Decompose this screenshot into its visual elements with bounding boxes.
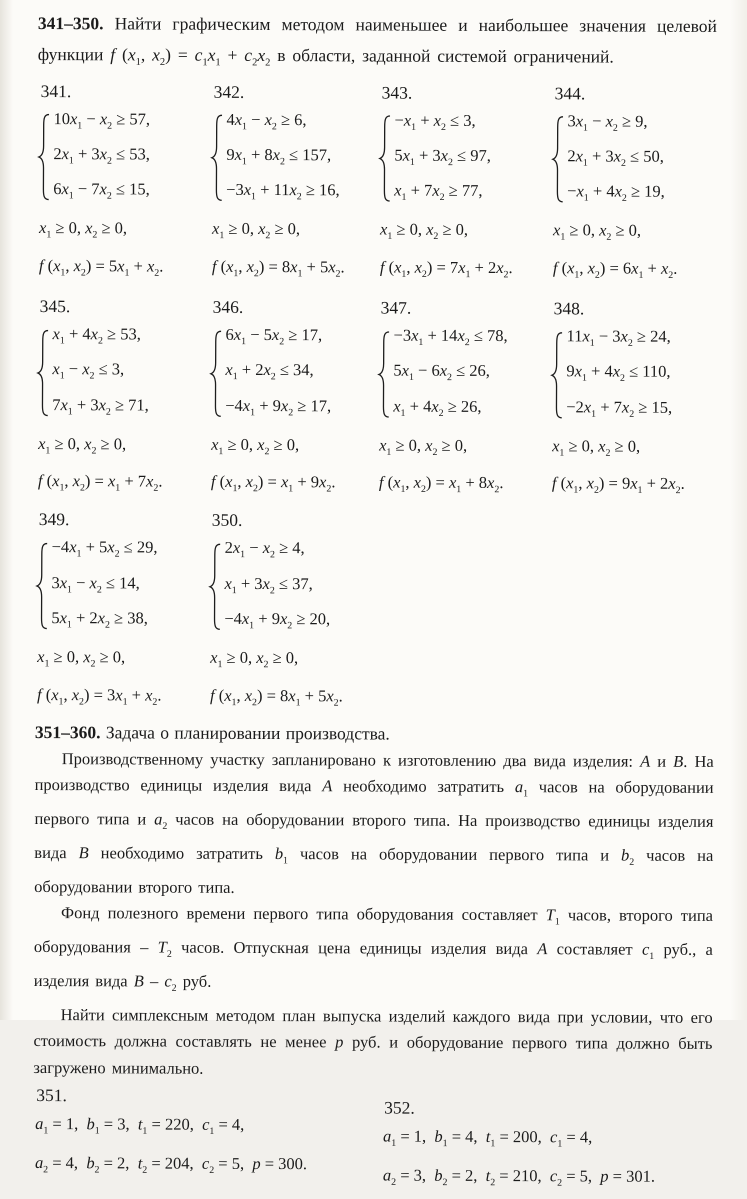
nonnegativity-constraint: $x_1 \ge 0$, $x_2 \ge 0$, — [552, 436, 641, 459]
constraint-2: $9x_1 + 4x_2 \le 110$, — [566, 361, 671, 385]
constraint-list — [566, 322, 672, 428]
problem-number: 342. — [213, 81, 245, 102]
constraint-2: $2x_1 + 3x_2 \le 50$, — [567, 146, 664, 169]
objective-function: f ($x_1$, $x_2) = 8x_1 + 5x_2$. — [211, 256, 345, 280]
problem-341 — [37, 77, 211, 287]
constraint-system — [377, 321, 550, 428]
constraint-1: $-3x_1 + 14x_2 \le 78$, — [393, 325, 508, 349]
objective-function: f ($x_1$, $x_2) = 8x_1 + 5x_2$. — [209, 685, 343, 709]
constraint-3: $-3x_1 + 11x_2 \ge 16$, — [226, 179, 340, 203]
param-line-2: $a_2 = 4$, $b_2 = 2$, $t_2 = 204$, $c_2 = 5$, p = 300. — [34, 1152, 308, 1176]
problems-341-350-intro — [38, 8, 717, 80]
nonnegativity-constraint: $x_1 \ge 0$, $x_2 \ge 0$, — [379, 219, 469, 243]
section-title: Задача о планировании производства. — [105, 722, 390, 744]
objective-function: f ($x_1$, $x_2) = 7x_1 + 2x_2$. — [379, 257, 513, 281]
constraint-system — [37, 104, 210, 211]
paragraph-time-fund: Фонд полезного времени первого типа оборудования составляет $T_1$ часов, второго типа оборудования – $T_2$ часов. Отпускная цена единицы изделия вида A составляет $c_1$ руб., а изделия вида B – $c_2$ руб. — [33, 903, 714, 994]
objective-function: f ($x_1$, $x_2) = 5x_1 + x_2$. — [38, 255, 164, 279]
problem-342 — [210, 78, 379, 288]
problem-number: 351. — [36, 1085, 67, 1106]
nonnegativity-constraint: $x_1 \ge 0$, $x_2 \ge 0$, — [211, 219, 301, 242]
constraint-1: $-4x_1 + 5x_2 \le 29$, — [51, 537, 158, 561]
intro-inline-math: f ($x_1$, $x_2) = c_1x_1 + c_2x_2$ — [110, 44, 271, 69]
param-line-1: $a_1 = 1$, $b_1 = 3$, $t_1 = 220$, $c_1 = 4$, — [35, 1114, 245, 1138]
constraint-system — [210, 105, 378, 212]
constraint-2: $9x_1 + 8x_2 \le 157$, — [226, 144, 332, 168]
constraint-system — [209, 321, 377, 428]
brace-icon — [37, 113, 50, 201]
brace-icon — [551, 116, 564, 204]
problems-row-3 — [35, 506, 715, 718]
objective-function: f ($x_1$, $x_2) = x_1 + 9x_2$. — [210, 471, 336, 495]
intro-text-after: в области, заданной системой ограничений. — [277, 45, 614, 67]
problem-345 — [36, 293, 210, 503]
nonnegativity-constraint: $x_1 \ge 0$, $x_2 \ge 0$, — [552, 220, 642, 244]
problem-number: 350. — [211, 510, 243, 531]
brace-icon — [377, 330, 390, 418]
constraint-1: $3x_1 - x_2 \ge 9$, — [567, 110, 648, 134]
constraint-3: $6x_1 - 7x_2 \le 15$, — [53, 179, 150, 202]
problem-number: 343. — [381, 82, 413, 103]
problem-352-params — [381, 1095, 712, 1199]
problem-number: 345. — [39, 295, 71, 317]
param-line-1: $a_1 = 1$, $b_1 = 4$, $t_1 = 200$, $c_1 = 4$, — [383, 1126, 593, 1150]
constraint-list — [52, 320, 149, 426]
constraint-system — [36, 320, 209, 427]
constraint-3: $x_1 + 4x_2 \ge 26$, — [393, 396, 482, 419]
brace-icon — [210, 114, 223, 202]
problem-344 — [551, 80, 717, 290]
constraint-list — [224, 534, 330, 640]
constraint-list — [225, 321, 331, 427]
constraint-3: $-4x_1 + 9x_2 \ge 20$, — [224, 608, 331, 632]
constraint-1: $-x_1 + x_2 \le 3$, — [394, 110, 476, 133]
nonnegativity-constraint: $x_1 \ge 0$, $x_2 \ge 0$, — [210, 648, 299, 671]
constraint-3: $-2x_1 + 7x_2 \ge 15$, — [566, 396, 673, 420]
constraint-3: $-x_1 + 4x_2 \ge 19$, — [567, 181, 665, 204]
brace-icon — [35, 542, 48, 630]
nonnegativity-constraint: $x_1 \ge 0$, $x_2 \ge 0$, — [38, 218, 128, 241]
problem-348 — [550, 295, 716, 505]
problem-number: 344. — [554, 82, 586, 103]
constraint-list — [226, 105, 340, 211]
problem-343 — [378, 79, 552, 289]
constraint-system — [550, 322, 715, 429]
problems-row-2 — [36, 293, 716, 505]
constraint-2: $x_1 - x_2 \le 3$, — [52, 359, 125, 382]
problem-number: 348. — [553, 298, 585, 319]
parameter-problems-row — [33, 1082, 712, 1199]
problem-range-label: 351–360. — [34, 721, 101, 743]
constraint-system — [378, 106, 551, 213]
brace-icon — [208, 543, 221, 631]
problem-number: 349. — [38, 509, 70, 530]
problem-351-params — [33, 1082, 381, 1197]
intro-text-before: Найти графическим методом наименьшее и наибольшее значения целевой функции — [37, 13, 717, 65]
problem-350 — [208, 507, 377, 717]
objective-function: f ($x_1$, $x_2) = 6x_1 + x_2$. — [552, 257, 678, 281]
constraint-list — [51, 534, 157, 640]
constraint-2: $x_1 + 3x_2 \le 37$, — [224, 573, 313, 597]
brace-icon — [209, 330, 222, 418]
constraint-list — [394, 106, 491, 212]
constraint-system — [551, 107, 716, 214]
constraint-1: $10x_1 - x_2 \ge 57$, — [53, 108, 151, 132]
paragraph-production-plan: Производственному участку запланировано к изготовлению два вида изделия: A и B. На производство единицы изделия вида A необходимо затратить $a_1$ часов на оборудовании первого типа и $a_2$ часов на оборудовании второго типа. На производство единицы изделия вида B необходимо затратить $b_1$ часов на оборудовании первого типа и $b_2$ часов на оборудовании второго типа. — [34, 749, 714, 897]
constraint-3: $5x_1 + 2x_2 \ge 38$, — [51, 608, 148, 631]
constraint-1: $x_1 + 4x_2 \ge 53$, — [52, 324, 141, 347]
nonnegativity-constraint: $x_1 \ge 0$, $x_2 \ge 0$, — [37, 647, 126, 670]
constraint-3: $-4x_1 + 9x_2 \ge 17$, — [225, 395, 332, 418]
nonnegativity-constraint: $x_1 \ge 0$, $x_2 \ge 0$, — [379, 435, 468, 458]
problem-349 — [35, 506, 209, 716]
objective-function: f ($x_1$, $x_2) = x_1 + 7x_2$. — [37, 471, 163, 494]
constraint-system — [35, 533, 208, 640]
problems-row-1 — [37, 77, 717, 289]
constraint-1: $4x_1 - x_2 \ge 6$, — [226, 109, 307, 132]
constraint-system — [208, 534, 376, 641]
objective-function: f ($x_1$, $x_2) = x_1 + 8x_2$. — [378, 472, 504, 496]
constraint-1: $11x_1 - 3x_2 \ge 24$, — [566, 326, 671, 349]
problem-number: 352. — [384, 1097, 415, 1118]
nonnegativity-constraint: $x_1 \ge 0$, $x_2 \ge 0$, — [211, 434, 300, 458]
constraint-list — [393, 322, 508, 428]
nonnegativity-constraint: $x_1 \ge 0$, $x_2 \ge 0$, — [38, 433, 127, 457]
brace-icon — [36, 329, 49, 417]
brace-icon — [378, 115, 391, 203]
constraint-1: $6x_1 - 5x_2 \ge 17$, — [225, 324, 323, 348]
constraint-1: $2x_1 - x_2 \ge 4$, — [224, 538, 305, 561]
constraint-list — [567, 107, 665, 213]
problems-351-360-heading — [35, 719, 714, 749]
problem-number: 347. — [380, 297, 412, 318]
constraint-2: $2x_1 + 3x_2 \le 53$, — [53, 143, 150, 167]
constraint-2: $5x_1 - 6x_2 \le 26$, — [393, 360, 490, 384]
brace-icon — [550, 331, 563, 419]
constraint-list — [53, 105, 150, 211]
objective-function: f ($x_1$, $x_2) = 9x_1 + 2x_2$. — [551, 473, 685, 497]
param-line-2: $a_2 = 3$, $b_2 = 2$, $t_2 = 210$, $c_2 = 5$, p = 301. — [382, 1165, 656, 1189]
problem-number: 341. — [40, 80, 72, 101]
constraint-3: $x_1 + 7x_2 \ge 77$, — [394, 180, 483, 204]
objective-function: f ($x_1$, $x_2) = 3x_1 + x_2$. — [36, 684, 162, 708]
paragraph-task: Найти симплексным методом план выпуска изделий каждого вида при условии, что его стоимость должна составлять не менее p руб. и оборудование первого типа должно быть загружено минимально. — [33, 1004, 713, 1078]
constraint-3: $7x_1 + 3x_2 \ge 71$, — [52, 394, 149, 418]
problem-number: 346. — [212, 296, 244, 317]
constraint-2: $x_1 + 2x_2 \le 34$, — [225, 360, 314, 383]
constraint-2: $5x_1 + 3x_2 \le 97$, — [394, 145, 491, 168]
problem-347 — [377, 294, 551, 504]
constraint-2: $3x_1 - x_2 \le 14$, — [51, 572, 140, 596]
problem-346 — [209, 294, 378, 504]
problem-range-label: 341–350. — [37, 12, 104, 34]
